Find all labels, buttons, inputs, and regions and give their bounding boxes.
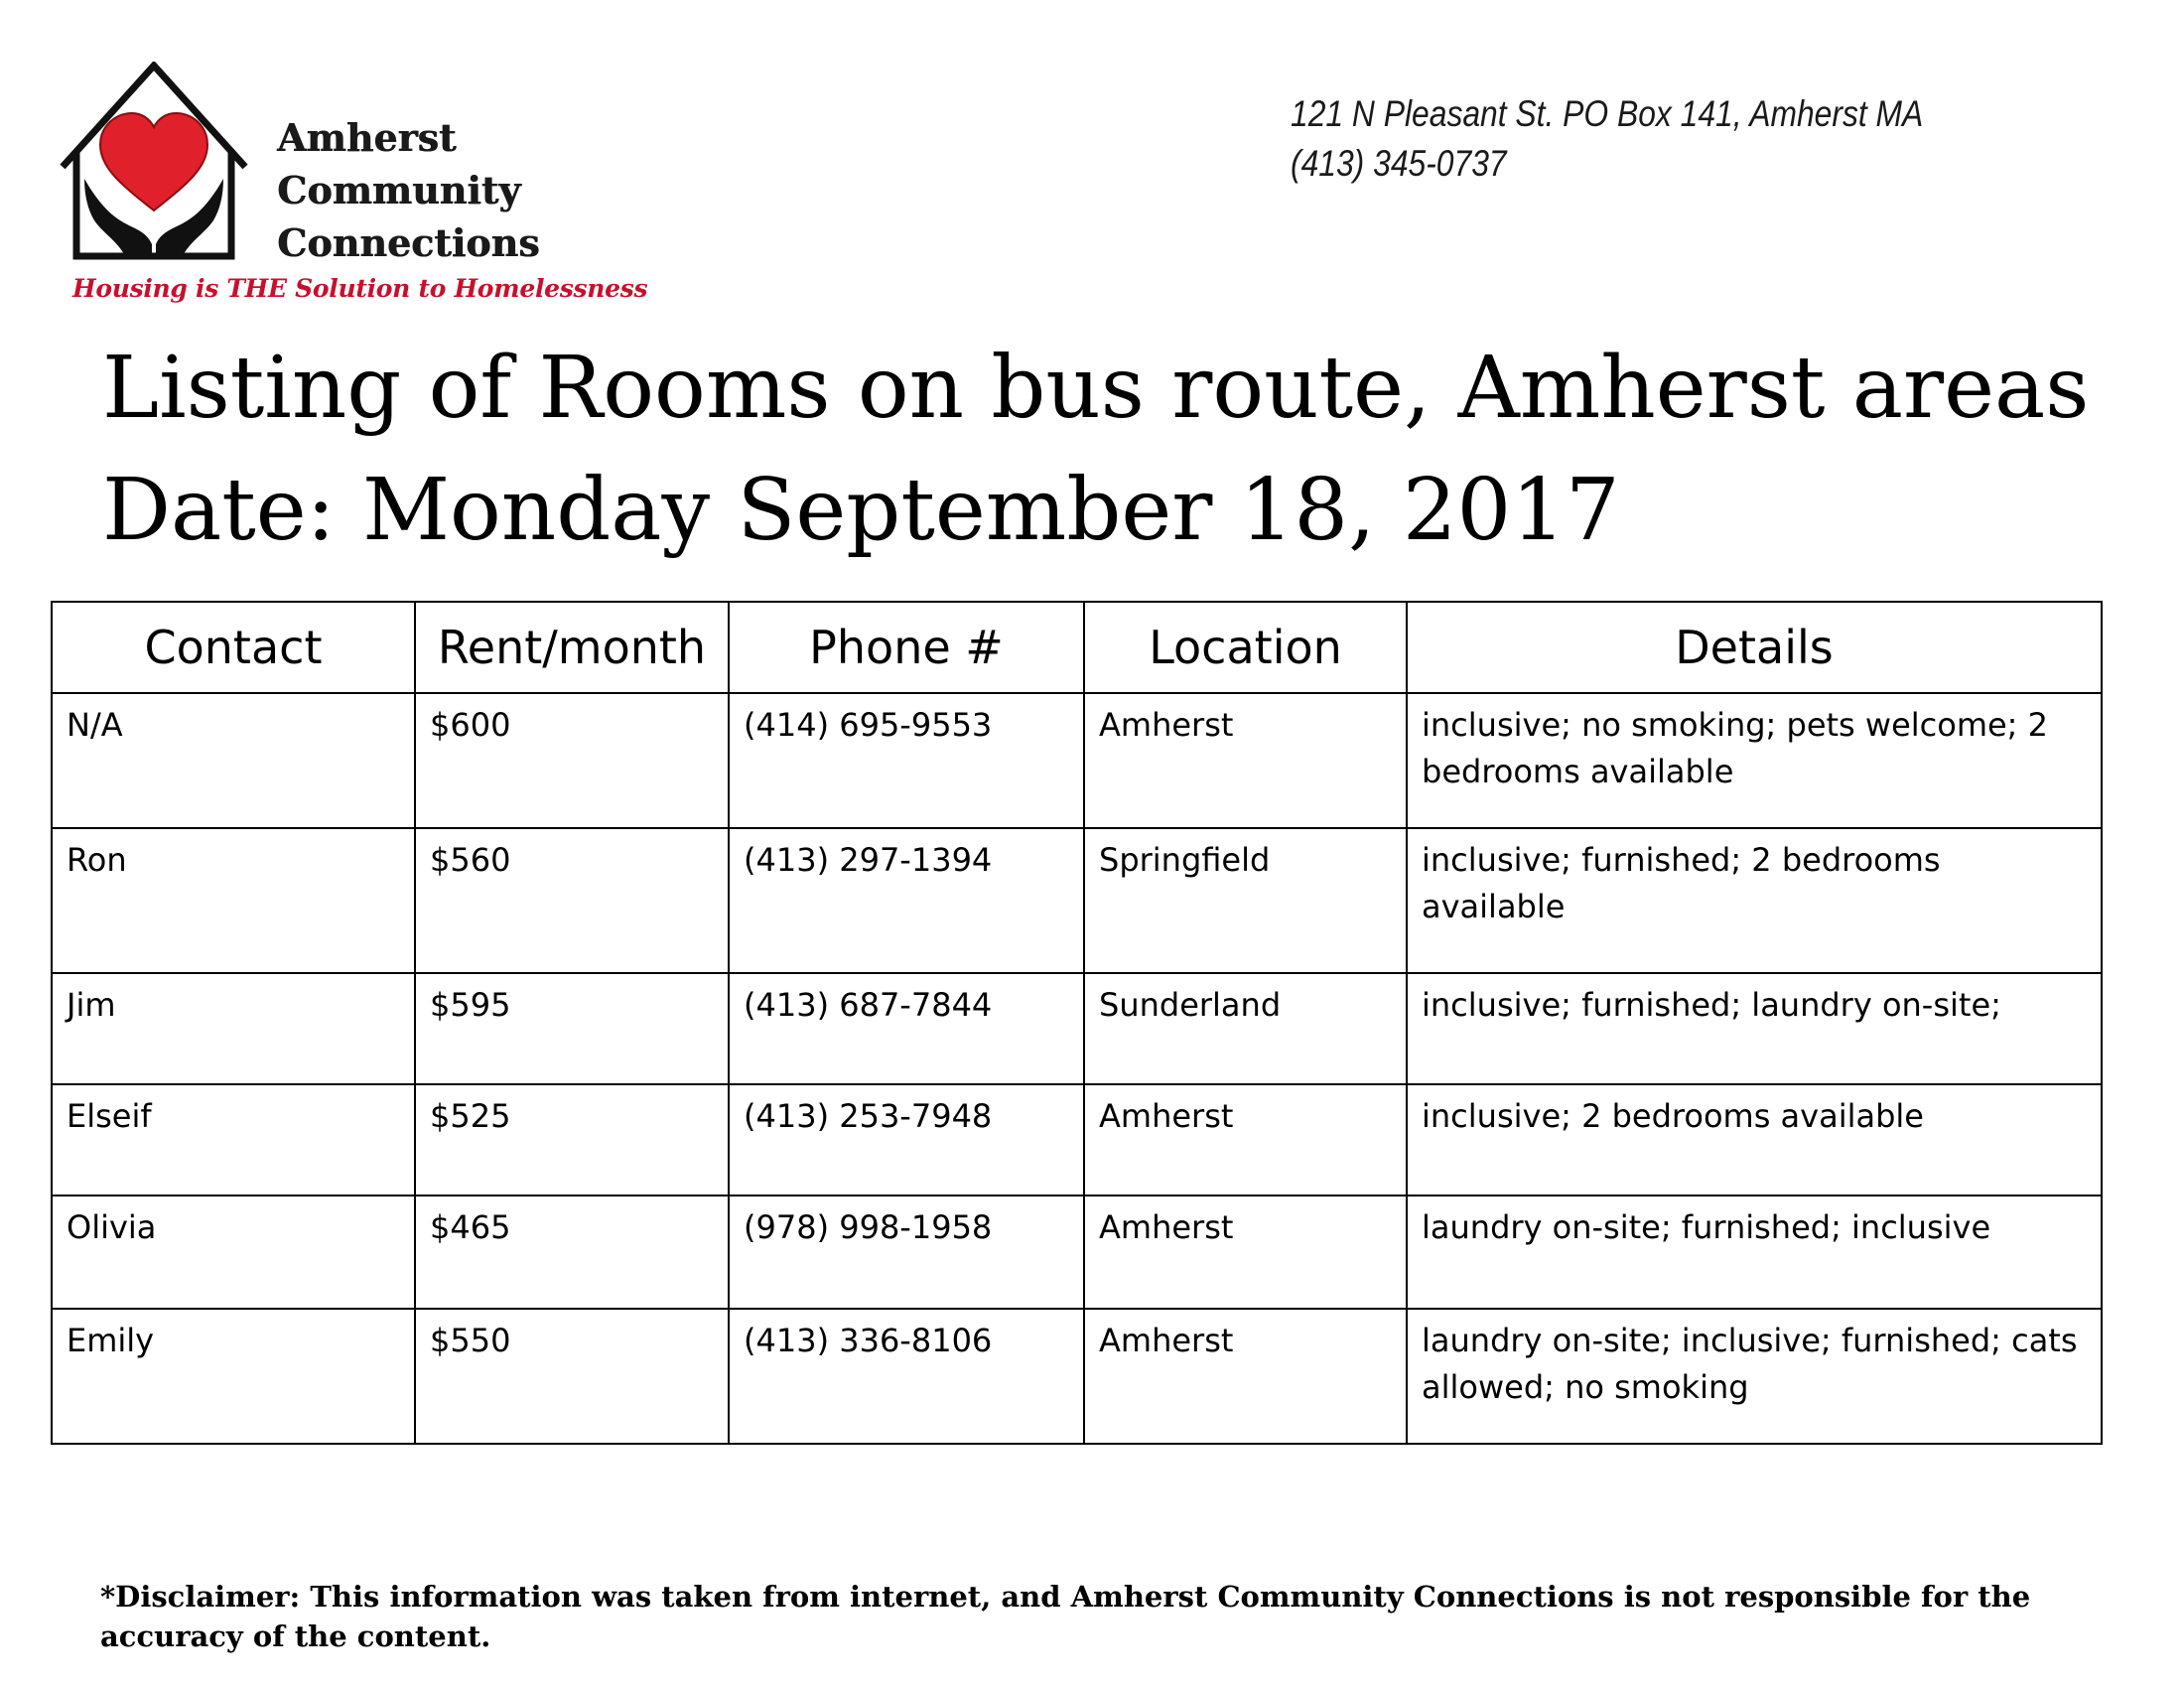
column-header-rent: Rent/month bbox=[415, 602, 729, 693]
cell-phone: (413) 336-8106 bbox=[729, 1309, 1084, 1444]
cell-contact: Emily bbox=[52, 1309, 415, 1444]
cell-rent: $525 bbox=[415, 1084, 729, 1196]
column-header-details: Details bbox=[1407, 602, 2102, 693]
cell-location: Springfield bbox=[1084, 828, 1407, 973]
cell-location: Amherst bbox=[1084, 693, 1407, 828]
organization-name bbox=[277, 111, 540, 269]
house-heart-hands-icon bbox=[55, 62, 253, 270]
title-line: Listing of Rooms on bus route, Amherst areas bbox=[102, 339, 2090, 438]
cell-details: laundry on-site; inclusive; furnished; cats allowed; no smoking bbox=[1407, 1309, 2102, 1444]
cell-phone: (413) 687-7844 bbox=[729, 973, 1084, 1084]
cell-rent: $595 bbox=[415, 973, 729, 1084]
column-header-phone: Phone # bbox=[729, 602, 1084, 693]
cell-contact: Olivia bbox=[52, 1196, 415, 1309]
cell-phone: (413) 297-1394 bbox=[729, 828, 1084, 973]
cell-rent: $560 bbox=[415, 828, 729, 973]
organization-name-line: Amherst bbox=[277, 115, 457, 160]
column-header-contact: Contact bbox=[52, 602, 415, 693]
cell-location: Amherst bbox=[1084, 1309, 1407, 1444]
cell-rent: $550 bbox=[415, 1309, 729, 1444]
cell-details: laundry on-site; furnished; inclusive bbox=[1407, 1196, 2102, 1309]
disclaimer: *Disclaimer: This information was taken from internet, and Amherst Community Connections is not responsible for the accuracy of the content. bbox=[100, 1580, 2031, 1653]
organization-phone: (413) 345-0737 bbox=[1291, 143, 1507, 184]
cell-location: Amherst bbox=[1084, 1084, 1407, 1196]
room-listing-table bbox=[51, 601, 2103, 1445]
cell-location: Sunderland bbox=[1084, 973, 1407, 1084]
cell-contact: Jim bbox=[52, 973, 415, 1084]
cell-details: inclusive; no smoking; pets welcome; 2 bedrooms available bbox=[1407, 693, 2102, 828]
cell-details: inclusive; furnished; laundry on-site; bbox=[1407, 973, 2102, 1084]
cell-phone: (413) 253-7948 bbox=[729, 1084, 1084, 1196]
cell-details: inclusive; furnished; 2 bedrooms available bbox=[1407, 828, 2102, 973]
organization-address: 121 N Pleasant St. PO Box 141, Amherst MA bbox=[1291, 93, 1924, 134]
organization-name-line: Connections bbox=[277, 220, 540, 265]
organization-logo bbox=[55, 62, 648, 320]
cell-details: inclusive; 2 bedrooms available bbox=[1407, 1084, 2102, 1196]
column-header-location: Location bbox=[1084, 602, 1407, 693]
table-row bbox=[52, 1309, 2102, 1444]
table-row bbox=[52, 973, 2102, 1084]
table-row bbox=[52, 828, 2102, 973]
table-row bbox=[52, 1196, 2102, 1309]
organization-tagline: Housing is THE Solution to Homelessness bbox=[72, 274, 648, 303]
table-row bbox=[52, 693, 2102, 828]
cell-contact: N/A bbox=[52, 693, 415, 828]
cell-phone: (978) 998-1958 bbox=[729, 1196, 1084, 1309]
cell-phone: (414) 695-9553 bbox=[729, 693, 1084, 828]
title-date: Date: Monday September 18, 2017 bbox=[102, 461, 1620, 560]
page-title bbox=[102, 328, 2089, 572]
cell-rent: $600 bbox=[415, 693, 729, 828]
table-header-row bbox=[52, 602, 2102, 693]
organization-contact bbox=[1291, 89, 1923, 189]
organization-name-line: Community bbox=[277, 168, 521, 212]
cell-rent: $465 bbox=[415, 1196, 729, 1309]
table-row bbox=[52, 1084, 2102, 1196]
cell-location: Amherst bbox=[1084, 1196, 1407, 1309]
cell-contact: Elseif bbox=[52, 1084, 415, 1196]
cell-contact: Ron bbox=[52, 828, 415, 973]
